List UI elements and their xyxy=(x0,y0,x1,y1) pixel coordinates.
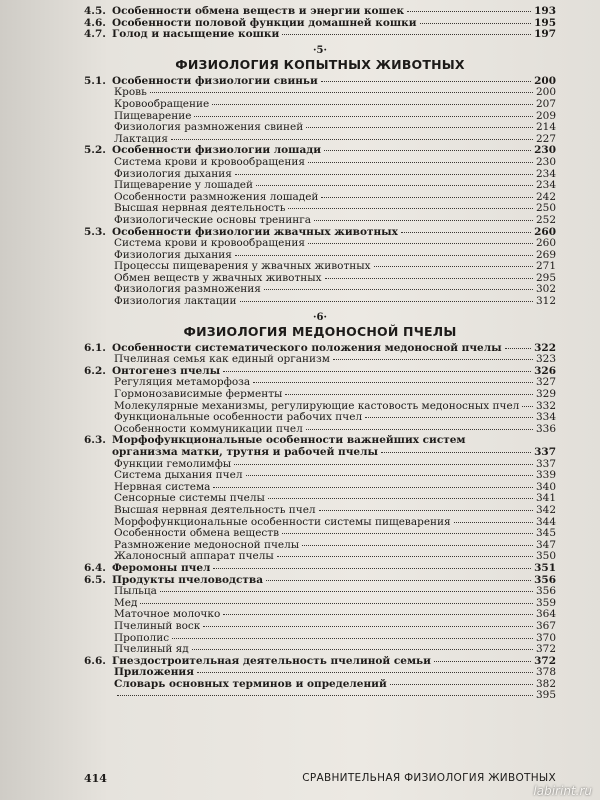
leader-dots xyxy=(256,185,533,186)
entry-page: 269 xyxy=(535,248,556,261)
leader-dots xyxy=(454,522,533,523)
leader-dots xyxy=(407,11,531,12)
entry-page: 252 xyxy=(535,213,556,226)
toc-entry xyxy=(84,87,556,99)
leader-dots xyxy=(192,649,533,650)
entry-title: Пчелиная семья как единый организм xyxy=(114,354,330,366)
toc-entry xyxy=(84,169,556,181)
entry-page: 339 xyxy=(535,469,556,482)
toc-entry xyxy=(84,633,556,645)
entry-title: Особенности физиологии жвачных животных xyxy=(112,226,398,238)
entry-page: 326 xyxy=(534,364,556,377)
entry-title: Пчелиный воск xyxy=(114,620,201,632)
entry-number: 6.4. xyxy=(84,561,106,574)
entry-title: Система крови и кровообращения xyxy=(114,238,305,250)
entry-title: Физиология дыхания xyxy=(114,249,232,261)
page-number: 414 xyxy=(84,772,107,785)
entry-title: Физиологические основы тренинга xyxy=(114,214,312,226)
leader-dots xyxy=(150,92,533,93)
entry-title: Обмен веществ у жвачных животных xyxy=(114,272,322,284)
chapter-6-title: ФИЗИОЛОГИЯ МЕДОНОСНОЙ ПЧЕЛЫ xyxy=(183,323,457,339)
chapter-6-number: ·6· xyxy=(313,311,327,323)
entry-page: 332 xyxy=(535,399,556,412)
entry-title-line-1: Морфофункциональные особенности важнейших систем xyxy=(112,435,466,447)
entry-title: Феромоны пчел xyxy=(112,562,211,574)
entry-title: Физиология размножения свиней xyxy=(114,122,304,134)
entry-page: 312 xyxy=(535,295,556,308)
toc-entry xyxy=(84,528,556,540)
leader-dots xyxy=(282,533,533,534)
leader-dots xyxy=(172,638,533,639)
entry-title: Физиология размножения xyxy=(114,284,261,296)
entry-title: Морфофункциональные особенности системы пищеварения xyxy=(114,516,451,528)
leader-dots xyxy=(268,498,533,499)
entry-title: Продукты пчеловодства xyxy=(112,574,264,586)
toc-entry xyxy=(84,29,556,41)
toc-entry-6-3 xyxy=(84,435,556,458)
entry-number: 6.2. xyxy=(84,364,106,377)
leader-dots xyxy=(285,394,533,395)
entry-page: 242 xyxy=(535,190,556,203)
leader-dots xyxy=(314,220,533,221)
running-title: СРАВНИТЕЛЬНАЯ ФИЗИОЛОГИЯ ЖИВОТНЫХ xyxy=(302,772,556,784)
leader-dots xyxy=(401,232,531,233)
entry-page: 395 xyxy=(535,689,556,702)
entry-title: Маточное молочко xyxy=(114,609,221,621)
watermark: labirint.ru xyxy=(533,784,592,798)
toc-entry xyxy=(84,192,556,204)
leader-dots xyxy=(253,382,533,383)
toc-entry xyxy=(84,470,556,482)
leader-dots xyxy=(306,127,533,128)
leader-dots xyxy=(306,429,533,430)
entry-number: 6.1. xyxy=(84,341,106,354)
entry-page: 345 xyxy=(535,527,556,540)
toc-entry xyxy=(84,6,556,18)
entry-number: 6.5. xyxy=(84,573,106,586)
entry-title: Кровообращение xyxy=(114,98,210,110)
leader-dots xyxy=(197,672,533,673)
entry-title: Особенности размножения лошадей xyxy=(114,191,319,203)
entry-page: 344 xyxy=(535,515,556,528)
entry-page: 200 xyxy=(534,74,556,87)
chapter-6-entries xyxy=(84,343,556,436)
leader-dots xyxy=(420,23,532,24)
toc-entry xyxy=(84,389,556,401)
entry-title: Физиология дыхания xyxy=(114,168,232,180)
toc-entry xyxy=(84,563,556,575)
toc-entry xyxy=(84,598,556,610)
entry-title: Приложения xyxy=(114,667,194,679)
entry-page: 378 xyxy=(535,666,556,679)
leader-dots xyxy=(240,301,533,302)
chapter-6-entries-continued xyxy=(84,459,556,668)
toc-entry xyxy=(84,690,556,702)
back-matter-entries xyxy=(84,667,556,702)
toc-entry xyxy=(84,122,556,134)
entry-page: 327 xyxy=(535,376,556,389)
leader-dots xyxy=(319,510,533,511)
leader-dots xyxy=(171,139,533,140)
leader-dots xyxy=(160,591,533,592)
toc-entry xyxy=(84,459,556,471)
toc-entry xyxy=(84,505,556,517)
entry-title: Прополис xyxy=(114,632,170,644)
entry-title: Размножение медоносной пчелы xyxy=(114,539,300,551)
toc-entry xyxy=(84,482,556,494)
leader-dots xyxy=(194,116,533,117)
entry-title: Гнездостроительная деятельность пчелиной семьи xyxy=(112,655,431,667)
toc-entry xyxy=(84,227,556,239)
entry-title: Высшая нервная деятельность xyxy=(114,203,286,215)
entry-title: Пчелиный яд xyxy=(114,644,189,656)
entry-page: 351 xyxy=(534,561,556,574)
entry-page: 370 xyxy=(535,631,556,644)
toc-entry xyxy=(84,215,556,227)
entry-number: 5.2. xyxy=(84,144,106,157)
leader-dots xyxy=(374,266,533,267)
entry-page: 359 xyxy=(535,596,556,609)
entry-page: 234 xyxy=(535,167,556,180)
entry-page: 302 xyxy=(535,283,556,296)
entry-page: 347 xyxy=(535,538,556,551)
toc-entry xyxy=(84,343,556,355)
entry-title: Онтогенез пчелы xyxy=(112,365,221,377)
entry-page: 336 xyxy=(535,422,556,435)
entry-page: 322 xyxy=(534,341,556,354)
entry-title: Функциональные особенности рабочих пчел xyxy=(114,412,363,424)
entry-number: 4.7. xyxy=(84,28,106,41)
toc-entry xyxy=(84,273,556,285)
entry-page: 227 xyxy=(535,132,556,145)
entry-title: Регуляция метаморфоза xyxy=(114,377,251,389)
toc-entry xyxy=(84,250,556,262)
entry-title: Высшая нервная деятельность пчел xyxy=(114,504,316,516)
toc-entry xyxy=(84,145,556,157)
entry-page: 337 xyxy=(535,457,556,470)
leader-dots xyxy=(234,464,533,465)
entry-page: 260 xyxy=(534,225,556,238)
entry-title: Словарь основных терминов и определений xyxy=(114,678,387,690)
toc-entry xyxy=(84,656,556,668)
entry-title: Система крови и кровообращения xyxy=(114,156,305,168)
toc-entry xyxy=(84,540,556,552)
entry-title-line-2: организма матки, трутня и рабочей пчелы xyxy=(112,447,379,458)
leader-dots xyxy=(212,104,533,105)
leader-dots xyxy=(246,475,533,476)
entry-page: 334 xyxy=(535,411,556,424)
leader-dots xyxy=(324,150,531,151)
chapter-4-tail xyxy=(84,6,556,41)
entry-title: Голод и насыщение кошки xyxy=(112,29,280,41)
leader-dots xyxy=(308,162,533,163)
toc-entry xyxy=(84,238,556,250)
leader-dots xyxy=(333,359,533,360)
entry-title: Особенности физиологии лошади xyxy=(112,145,322,157)
entry-title: Кровь xyxy=(114,87,147,99)
entry-page: 234 xyxy=(535,179,556,192)
leader-dots xyxy=(325,278,533,279)
entry-title: Пищеварение у лошадей xyxy=(114,180,253,192)
toc-entry xyxy=(84,551,556,563)
entry-page: 200 xyxy=(535,86,556,99)
entry-page: 271 xyxy=(535,260,556,273)
entry-page: 367 xyxy=(535,619,556,632)
toc-entry xyxy=(84,401,556,413)
entry-title: Особенности физиологии свиньи xyxy=(112,75,318,87)
page-footer xyxy=(84,772,556,785)
entry-page: 356 xyxy=(535,585,556,598)
leader-dots xyxy=(308,243,533,244)
entry-title: Молекулярные механизмы, регулирующие кастовость медоносных пчел xyxy=(114,400,520,412)
entry-page: 250 xyxy=(535,202,556,215)
entry-page: 382 xyxy=(535,677,556,690)
entry-page: 329 xyxy=(535,388,556,401)
entry-page: 209 xyxy=(535,109,556,122)
leader-dots xyxy=(140,603,533,604)
toc-entry xyxy=(84,412,556,424)
entry-title: Особенности обмена веществ и энергии кошек xyxy=(112,6,405,17)
toc-entry xyxy=(84,609,556,621)
toc-entry xyxy=(84,586,556,598)
entry-page: 340 xyxy=(535,480,556,493)
entry-page: 214 xyxy=(535,121,556,134)
leader-dots xyxy=(223,614,533,615)
toc-entry xyxy=(84,667,556,679)
leader-dots xyxy=(213,487,533,488)
toc-entry xyxy=(84,76,556,88)
entry-page: 230 xyxy=(534,144,556,157)
chapter-5-number: ·5· xyxy=(313,44,327,56)
leader-dots xyxy=(288,208,533,209)
leader-dots xyxy=(321,81,531,82)
entry-number: 4.5. xyxy=(84,5,106,17)
leader-dots xyxy=(117,695,533,696)
leader-dots xyxy=(434,661,531,662)
entry-title: Особенности систематического положения медоносной пчелы xyxy=(112,342,502,354)
leader-dots xyxy=(264,289,533,290)
chapter-5-title: ФИЗИОЛОГИЯ КОПЫТНЫХ ЖИВОТНЫХ xyxy=(175,56,465,72)
entry-page: 356 xyxy=(534,573,556,586)
entry-title: Жалоносный аппарат пчелы xyxy=(114,551,274,563)
leader-dots xyxy=(522,406,533,407)
leader-dots xyxy=(381,452,531,453)
entry-title: Функции гемолимфы xyxy=(114,458,232,470)
entry-page: 372 xyxy=(535,643,556,656)
entry-title: Пыльца xyxy=(114,586,157,598)
entry-title: Лактация xyxy=(114,133,169,145)
entry-title: Процессы пищеварения у жвачных животных xyxy=(114,261,371,273)
toc-entry xyxy=(84,366,556,378)
entry-number: 6.6. xyxy=(84,654,106,667)
toc-entry xyxy=(84,99,556,111)
entry-title: Система дыхания пчел xyxy=(114,470,243,482)
entry-page: 230 xyxy=(535,155,556,168)
toc-entry xyxy=(84,354,556,366)
entry-number: 5.1. xyxy=(84,74,106,87)
entry-page: 341 xyxy=(535,492,556,505)
leader-dots xyxy=(282,34,531,35)
toc-entry xyxy=(84,18,556,30)
entry-page: 323 xyxy=(535,353,556,366)
toc-entry xyxy=(84,621,556,633)
entry-page: 197 xyxy=(534,28,556,41)
leader-dots xyxy=(365,417,533,418)
entry-title: Нервная система xyxy=(114,481,211,493)
entry-page: 364 xyxy=(535,608,556,621)
toc-entry xyxy=(84,424,556,436)
entry-page: 195 xyxy=(534,16,556,29)
entry-number: 4.6. xyxy=(84,16,106,29)
entry-page: 372 xyxy=(534,654,556,667)
leader-dots xyxy=(203,626,533,627)
entry-page: 337 xyxy=(534,446,556,458)
leader-dots xyxy=(390,684,533,685)
toc-entry xyxy=(84,517,556,529)
toc-entry xyxy=(84,203,556,215)
chapter-5-entries xyxy=(84,76,556,308)
toc-entry xyxy=(84,111,556,123)
entry-title: Особенности обмена веществ xyxy=(114,528,280,540)
entry-number: 5.3. xyxy=(84,225,106,238)
toc-entry xyxy=(84,180,556,192)
toc-entry xyxy=(84,284,556,296)
table-of-contents xyxy=(84,6,556,702)
entry-title: Мед xyxy=(114,597,138,609)
entry-title: Физиология лактации xyxy=(114,296,237,308)
toc-entry xyxy=(84,377,556,389)
entry-page: 342 xyxy=(535,503,556,516)
entry-title: Пищеварение xyxy=(114,110,192,122)
leader-dots xyxy=(235,174,533,175)
leader-dots xyxy=(505,348,531,349)
leader-dots xyxy=(302,545,533,546)
toc-entry xyxy=(84,493,556,505)
entry-page: 350 xyxy=(535,550,556,563)
leader-dots xyxy=(266,580,531,581)
entry-page: 295 xyxy=(535,271,556,284)
leader-dots xyxy=(277,556,533,557)
toc-entry xyxy=(84,296,556,308)
leader-dots xyxy=(223,371,531,372)
entry-title: Сенсорные системы пчелы xyxy=(114,493,265,505)
leader-dots xyxy=(321,197,533,198)
toc-entry xyxy=(84,575,556,587)
toc-entry xyxy=(84,134,556,146)
entry-page: 193 xyxy=(534,5,556,17)
entry-page: 260 xyxy=(535,237,556,250)
entry-title: Особенности половой функции домашней кошки xyxy=(112,17,417,29)
toc-entry xyxy=(84,261,556,273)
entry-title: Особенности коммуникации пчел xyxy=(114,423,303,435)
leader-dots xyxy=(235,255,533,256)
toc-entry xyxy=(84,679,556,691)
entry-page: 207 xyxy=(535,97,556,110)
toc-entry xyxy=(84,644,556,656)
entry-number: 6.3. xyxy=(84,434,106,447)
entry-title: Гормонозависимые ферменты xyxy=(114,389,283,401)
toc-entry xyxy=(84,157,556,169)
leader-dots xyxy=(213,568,531,569)
